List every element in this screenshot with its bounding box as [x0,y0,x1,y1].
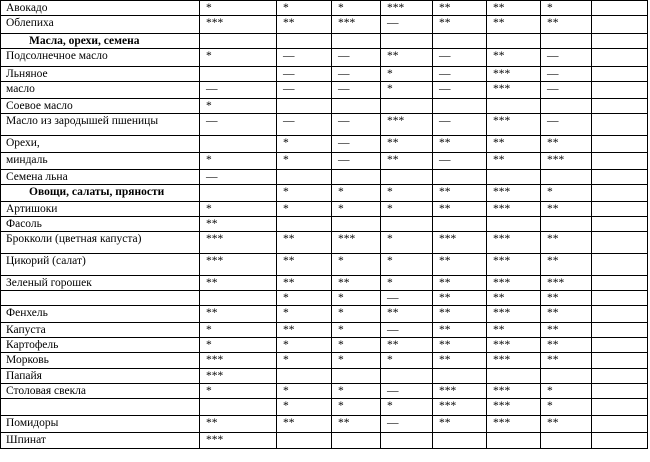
rating-cell: *** [200,433,277,449]
rating-cell: *** [541,153,592,170]
product-name: Папайя [1,369,200,384]
rating-cell: * [277,384,332,399]
rating-cell [592,323,648,338]
rating-cell: ** [433,276,487,291]
table-row [1,416,648,433]
rating-cell [200,34,277,49]
product-name: Артишоки [1,202,200,217]
rating-cell [381,433,433,449]
rating-cell [592,217,648,232]
rating-cell: ** [433,202,487,217]
rating-cell: * [200,99,277,114]
rating-cell: * [381,399,433,416]
rating-cell: ** [487,49,541,67]
rating-cell: * [277,291,332,306]
rating-cell [277,170,332,185]
rating-cell: * [277,353,332,369]
rating-cell: — [381,384,433,399]
rating-cell [592,67,648,82]
rating-cell: * [381,82,433,99]
rating-cell: — [277,114,332,136]
rating-cell [433,99,487,114]
rating-cell: * [200,153,277,170]
table-row [1,254,648,276]
rating-cell: ** [381,136,433,153]
section-heading: Овощи, салаты, пряности [1,185,200,202]
rating-cell [541,433,592,449]
rating-cell: ** [541,306,592,323]
rating-cell: *** [487,202,541,217]
rating-cell: ** [433,306,487,323]
rating-cell: * [277,185,332,202]
rating-cell [332,369,381,384]
rating-cell [487,433,541,449]
rating-cell: *** [200,353,277,369]
table-row [1,353,648,369]
rating-cell: ** [433,254,487,276]
rating-cell: — [433,82,487,99]
rating-cell: ** [433,16,487,34]
rating-cell: *** [487,399,541,416]
table-row [1,306,648,323]
rating-cell [200,67,277,82]
rating-cell [487,170,541,185]
rating-cell: * [200,323,277,338]
rating-cell [592,399,648,416]
product-name [1,399,200,416]
table-row [1,217,648,232]
rating-cell: ** [277,254,332,276]
rating-cell [487,34,541,49]
rating-cell: — [381,291,433,306]
rating-cell [592,384,648,399]
rating-cell [200,399,277,416]
table-row [1,82,648,99]
product-name: Брокколи (цветная капуста) [1,232,200,254]
product-name: Капуста [1,323,200,338]
rating-cell: * [332,338,381,353]
rating-cell: — [277,67,332,82]
rating-cell: ** [487,1,541,16]
rating-cell: — [200,114,277,136]
rating-cell: ** [433,136,487,153]
rating-cell: *** [381,114,433,136]
rating-cell: ** [277,16,332,34]
product-name: Льняное [1,67,200,82]
rating-cell [592,99,648,114]
rating-cell [592,433,648,449]
rating-cell: * [381,185,433,202]
rating-cell: *** [332,16,381,34]
rating-cell: ** [200,217,277,232]
rating-cell: — [332,114,381,136]
rating-cell: * [332,254,381,276]
table-row [1,49,648,67]
rating-cell: *** [433,384,487,399]
rating-cell: — [541,49,592,67]
rating-cell: ** [277,232,332,254]
table-row [1,369,648,384]
rating-cell: — [277,49,332,67]
product-name: Зеленый горошек [1,276,200,291]
table-row [1,433,648,449]
page-corner-mark [642,443,648,449]
rating-cell [200,136,277,153]
rating-cell [200,185,277,202]
rating-cell [332,34,381,49]
rating-cell [487,99,541,114]
rating-cell [592,232,648,254]
product-name: Цикорий (салат) [1,254,200,276]
rating-cell [200,291,277,306]
rating-cell [592,1,648,16]
rating-cell: *** [487,416,541,433]
rating-cell [592,170,648,185]
rating-cell [381,369,433,384]
rating-cell [592,136,648,153]
product-name: Помидоры [1,416,200,433]
rating-cell: ** [332,416,381,433]
rating-cell: ** [381,338,433,353]
rating-cell [381,34,433,49]
rating-cell: ** [433,1,487,16]
rating-cell [433,34,487,49]
rating-cell: — [332,82,381,99]
rating-cell [381,170,433,185]
rating-cell: * [277,338,332,353]
table-row [1,338,648,353]
rating-cell: — [277,82,332,99]
rating-cell: — [332,67,381,82]
rating-cell [592,153,648,170]
table-row [1,1,648,16]
rating-cell [381,99,433,114]
table-row [1,153,648,170]
rating-cell: ** [200,306,277,323]
rating-cell: * [332,399,381,416]
product-name: Подсолнечное масло [1,49,200,67]
rating-cell [592,16,648,34]
rating-cell: *** [433,232,487,254]
rating-cell: ** [487,323,541,338]
rating-cell: *** [433,399,487,416]
rating-cell [332,217,381,232]
product-name: Семена льна [1,170,200,185]
rating-cell: ** [200,416,277,433]
rating-cell: ** [541,232,592,254]
rating-cell: * [332,323,381,338]
product-name [1,291,200,306]
table-row [1,232,648,254]
table-row [1,170,648,185]
rating-cell: *** [487,306,541,323]
section-row [1,185,648,202]
rating-cell [487,369,541,384]
table-body [1,1,648,449]
rating-cell: *** [332,232,381,254]
rating-cell [433,369,487,384]
rating-cell: ** [381,49,433,67]
rating-cell: * [541,399,592,416]
rating-cell: *** [487,338,541,353]
rating-cell: *** [200,232,277,254]
product-name: Шпинат [1,433,200,449]
rating-cell: — [332,49,381,67]
rating-cell: *** [487,353,541,369]
product-name: Фасоль [1,217,200,232]
rating-cell: ** [433,416,487,433]
rating-cell: * [541,384,592,399]
table-row [1,202,648,217]
rating-cell: ** [487,136,541,153]
rating-cell: — [332,136,381,153]
rating-cell [592,34,648,49]
rating-cell: — [541,82,592,99]
rating-cell: — [433,153,487,170]
rating-cell [433,217,487,232]
product-name: масло [1,82,200,99]
table-row [1,114,648,136]
rating-cell: ** [277,323,332,338]
rating-cell: *** [487,276,541,291]
rating-cell: ** [381,306,433,323]
rating-cell: — [433,67,487,82]
rating-cell: * [381,202,433,217]
rating-cell [592,306,648,323]
table-row [1,291,648,306]
rating-cell [592,202,648,217]
rating-cell: * [277,153,332,170]
rating-cell [592,291,648,306]
rating-cell: — [200,82,277,99]
rating-cell: * [277,399,332,416]
rating-cell [332,433,381,449]
rating-cell [381,217,433,232]
rating-cell: *** [487,254,541,276]
rating-cell [592,338,648,353]
rating-cell [332,99,381,114]
rating-cell: * [332,202,381,217]
rating-cell: *** [381,1,433,16]
rating-cell: ** [541,323,592,338]
rating-cell [592,254,648,276]
rating-cell: — [433,114,487,136]
rating-cell: *** [487,67,541,82]
rating-cell: — [541,114,592,136]
rating-cell [592,369,648,384]
rating-cell: * [381,353,433,369]
rating-cell: *** [200,369,277,384]
rating-cell [277,217,332,232]
rating-cell: ** [433,323,487,338]
rating-cell [277,34,332,49]
rating-cell: * [200,384,277,399]
rating-cell: * [277,306,332,323]
table-row [1,99,648,114]
rating-cell [277,433,332,449]
rating-cell: ** [541,338,592,353]
rating-cell: ** [200,276,277,291]
rating-cell: * [381,276,433,291]
rating-cell: * [332,291,381,306]
rating-cell: ** [541,136,592,153]
table-row [1,323,648,338]
rating-cell: ** [541,254,592,276]
rating-cell: *** [487,82,541,99]
rating-cell: * [381,232,433,254]
rating-cell: ** [541,291,592,306]
rating-cell: — [381,16,433,34]
rating-cell: ** [487,291,541,306]
table-row [1,384,648,399]
rating-cell: * [541,185,592,202]
rating-cell: *** [541,276,592,291]
table-row [1,399,648,416]
rating-cell: * [200,49,277,67]
rating-cell: ** [277,416,332,433]
rating-cell [592,114,648,136]
product-name: Фенхель [1,306,200,323]
rating-cell: ** [433,338,487,353]
rating-cell: — [541,67,592,82]
rating-cell: * [332,185,381,202]
rating-cell: * [200,202,277,217]
rating-cell: *** [487,185,541,202]
rating-cell [541,369,592,384]
rating-cell [592,353,648,369]
rating-cell: ** [433,185,487,202]
rating-cell [332,170,381,185]
rating-cell: * [277,1,332,16]
section-row [1,34,648,49]
rating-cell: *** [200,254,277,276]
rating-cell [541,170,592,185]
rating-cell: ** [433,291,487,306]
rating-cell: * [200,1,277,16]
rating-cell [541,34,592,49]
rating-cell [277,99,332,114]
rating-cell: ** [332,276,381,291]
rating-cell: — [200,170,277,185]
product-name: Облепиха [1,16,200,34]
rating-cell: * [200,338,277,353]
rating-cell: *** [487,384,541,399]
rating-cell: * [381,67,433,82]
rating-cell: ** [381,153,433,170]
rating-cell: * [541,1,592,16]
product-name: Картофель [1,338,200,353]
rating-cell: ** [487,153,541,170]
rating-cell: * [277,202,332,217]
rating-cell [592,82,648,99]
rating-cell: * [381,254,433,276]
rating-cell: * [332,1,381,16]
table-row [1,16,648,34]
table-row [1,67,648,82]
product-name: Столовая свекла [1,384,200,399]
rating-cell: * [332,384,381,399]
rating-cell: — [381,416,433,433]
product-name: Соевое масло [1,99,200,114]
rating-cell: * [277,136,332,153]
product-name: Масло из зародышей пшеницы [1,114,200,136]
section-heading: Масла, орехи, семена [1,34,200,49]
rating-cell [592,185,648,202]
product-name: Морковь [1,353,200,369]
rating-cell [592,276,648,291]
product-name: Авокадо [1,1,200,16]
rating-cell [433,170,487,185]
rating-cell: ** [277,276,332,291]
rating-cell [487,217,541,232]
rating-cell: ** [433,353,487,369]
rating-cell [541,99,592,114]
rating-cell: ** [487,16,541,34]
rating-cell: * [332,306,381,323]
rating-cell [433,433,487,449]
rating-cell [592,416,648,433]
rating-cell [277,369,332,384]
rating-cell: ** [541,202,592,217]
product-name: миндаль [1,153,200,170]
table-row [1,276,648,291]
product-name: Орехи, [1,136,200,153]
rating-cell [541,217,592,232]
rating-cell: * [332,353,381,369]
rating-cell [592,49,648,67]
rating-cell: *** [487,114,541,136]
rating-cell: *** [200,16,277,34]
rating-cell: ** [541,16,592,34]
rating-cell: — [381,323,433,338]
rating-cell: — [332,153,381,170]
rating-cell: ** [541,416,592,433]
rating-cell: *** [487,232,541,254]
rating-cell: ** [541,353,592,369]
table-row [1,136,648,153]
rating-cell: — [433,49,487,67]
